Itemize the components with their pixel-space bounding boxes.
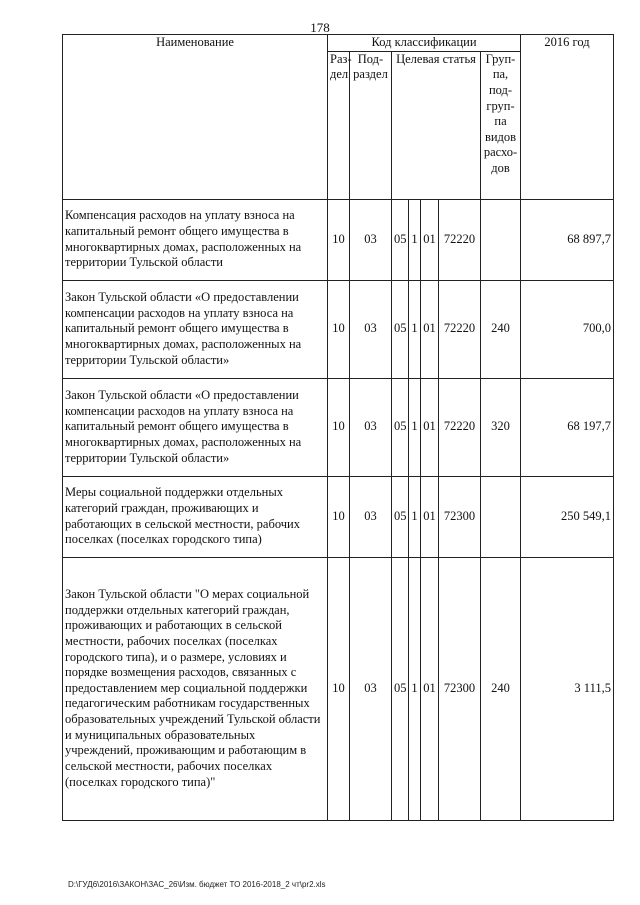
row-group: 240 [481, 557, 521, 820]
row-cs-event: 01 [421, 280, 439, 378]
row-cs-subprogram: 1 [409, 280, 421, 378]
row-razdel: 10 [328, 199, 350, 280]
row-razdel: 10 [328, 557, 350, 820]
row-name: Закон Тульской области "О мерах социальной поддержки отдельных категорий граждан, проживающих и работающих в сельской местности, рабочих поселках (поселках городского типа), и о размере, условиях и порядке возмещения расходов, связанных с предоставлением мер социальной поддержки педагогическим работникам государственных образовательных учреждений Тульской области и муниципальных образовательных учреждений, проживающим и работающим в сельской местности, рабочих поселках (поселках городского типа)" [63, 557, 328, 820]
budget-table [62, 34, 614, 821]
row-name: Меры социальной поддержки отдельных категорий граждан, проживающих и работающих в сельской местности, рабочих поселках (поселках городского типа) [63, 476, 328, 557]
table-row [63, 557, 614, 820]
row-amount: 68 897,7 [521, 199, 614, 280]
header-name: Наименование [63, 35, 328, 200]
row-cs-direction: 72220 [439, 280, 481, 378]
row-cs-program: 05 [392, 199, 409, 280]
row-amount: 250 549,1 [521, 476, 614, 557]
table-row [63, 280, 614, 378]
row-razdel: 10 [328, 378, 350, 476]
row-group [481, 199, 521, 280]
row-cs-subprogram: 1 [409, 199, 421, 280]
row-cs-subprogram: 1 [409, 476, 421, 557]
row-podrazdel: 03 [350, 557, 392, 820]
row-cs-program: 05 [392, 557, 409, 820]
table-row [63, 476, 614, 557]
table-row [63, 378, 614, 476]
row-cs-program: 05 [392, 476, 409, 557]
row-cs-subprogram: 1 [409, 557, 421, 820]
row-cs-direction: 72300 [439, 476, 481, 557]
row-cs-direction: 72300 [439, 557, 481, 820]
row-group: 320 [481, 378, 521, 476]
table-row [63, 199, 614, 280]
row-cs-direction: 72220 [439, 199, 481, 280]
header-classification: Код классификации [328, 35, 521, 52]
row-group [481, 476, 521, 557]
row-cs-event: 01 [421, 199, 439, 280]
header-year: 2016 год [521, 35, 614, 200]
header-group: Груп- па, под- груп- па видов расхо- дов [481, 51, 521, 199]
page-number: 178 [310, 20, 330, 35]
row-cs-direction: 72220 [439, 378, 481, 476]
row-cs-event: 01 [421, 476, 439, 557]
row-podrazdel: 03 [350, 476, 392, 557]
row-name: Закон Тульской области «О предоставлении компенсации расходов на уплату взноса на капитальный ремонт общего имущества в многоквартирных домах, расположенных на территории Тульской области» [63, 378, 328, 476]
header-section: Раз- дел [328, 51, 350, 199]
row-razdel: 10 [328, 280, 350, 378]
row-cs-event: 01 [421, 378, 439, 476]
row-podrazdel: 03 [350, 199, 392, 280]
row-amount: 68 197,7 [521, 378, 614, 476]
row-amount: 3 111,5 [521, 557, 614, 820]
row-name: Компенсация расходов на уплату взноса на капитальный ремонт общего имущества в многоквартирных домах, расположенных на территории Тульской области [63, 199, 328, 280]
row-cs-event: 01 [421, 557, 439, 820]
file-path-footer: D:\ГУД6\2016\ЗАКОН\ЗАС_26\Изм. бюджет ТО 2016-2018_2 чт\pr2.xls [68, 880, 326, 889]
row-group: 240 [481, 280, 521, 378]
row-name: Закон Тульской области «О предоставлении компенсации расходов на уплату взноса на капитальный ремонт общего имущества в многоквартирных домах, расположенных на территории Тульской области» [63, 280, 328, 378]
row-podrazdel: 03 [350, 280, 392, 378]
header-subsection: Под- раздел [350, 51, 392, 199]
row-cs-subprogram: 1 [409, 378, 421, 476]
row-cs-program: 05 [392, 280, 409, 378]
row-razdel: 10 [328, 476, 350, 557]
row-cs-program: 05 [392, 378, 409, 476]
row-podrazdel: 03 [350, 378, 392, 476]
header-target: Целевая статья [392, 51, 481, 199]
row-amount: 700,0 [521, 280, 614, 378]
